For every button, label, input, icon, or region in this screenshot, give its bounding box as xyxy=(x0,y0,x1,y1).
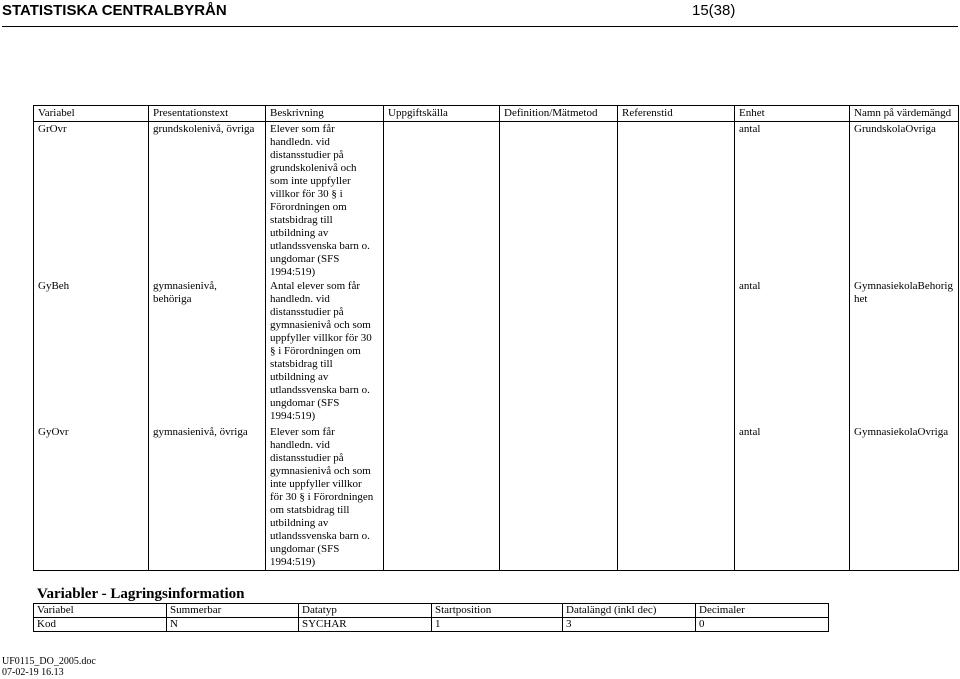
cell-variabel: GyOvr xyxy=(34,425,149,570)
storage-table xyxy=(33,603,829,632)
column-header: Definition/Mätmetod xyxy=(500,106,618,122)
table-row xyxy=(34,279,959,425)
column-header: Uppgiftskälla xyxy=(384,106,500,122)
storage-section-title: Variabler - Lagringsinformation xyxy=(37,586,245,602)
cell-variabel: GyBeh xyxy=(34,279,149,425)
cell-uppgiftskalla xyxy=(384,279,500,425)
cell-enhet: antal xyxy=(735,279,850,425)
cell-summerbar: N xyxy=(167,618,299,632)
cell-definition xyxy=(500,279,618,425)
cell-variabel: Kod xyxy=(34,618,167,632)
cell-definition xyxy=(500,425,618,570)
table-row xyxy=(34,425,959,570)
cell-variabel: GrOvr xyxy=(34,122,149,280)
variables-table xyxy=(33,105,959,571)
footer xyxy=(2,656,96,678)
cell-definition xyxy=(500,122,618,280)
cell-presentationstext: grundskolenivå, övriga xyxy=(149,122,266,280)
cell-presentationstext: gymnasienivå, övriga xyxy=(149,425,266,570)
column-header: Beskrivning xyxy=(266,106,384,122)
cell-datatyp: SYCHAR xyxy=(299,618,432,632)
cell-uppgiftskalla xyxy=(384,122,500,280)
cell-namn-pa-vardemangd: GymnasiekolaOvriga xyxy=(850,425,959,570)
column-header: Presentationstext xyxy=(149,106,266,122)
page-number: 15(38) xyxy=(692,2,736,19)
cell-namn-pa-vardemangd: GymnasiekolaBehorig het xyxy=(850,279,959,425)
table-header-row xyxy=(34,106,959,122)
column-header: Datalängd (inkl dec) xyxy=(563,604,696,618)
cell-beskrivning: Elever som får handledn. vid distansstudier på gymnasienivå och som inte uppfyller villkor för 30 § i Förordningen om statsbidrag till utbildning av utlandssvenska barn o. ungdomar (SFS 1994:519) xyxy=(266,425,384,570)
cell-decimaler: 0 xyxy=(696,618,829,632)
column-header: Decimaler xyxy=(696,604,829,618)
column-header: Namn på värdemängd xyxy=(850,106,959,122)
cell-beskrivning: Antal elever som får handledn. vid distansstudier på gymnasienivå och som uppfyller villkor för 30 § i Förordningen om statsbidrag till utbildning av utlandssvenska barn o. ungdomar (SFS 1994:519) xyxy=(266,279,384,425)
cell-referenstid xyxy=(618,122,735,280)
table-row xyxy=(34,618,829,632)
footer-filename: UF0115_DO_2005.doc xyxy=(2,656,96,667)
cell-presentationstext: gymnasienivå, behöriga xyxy=(149,279,266,425)
table-row xyxy=(34,122,959,280)
column-header: Summerbar xyxy=(167,604,299,618)
cell-referenstid xyxy=(618,279,735,425)
column-header: Variabel xyxy=(34,106,149,122)
header-rule xyxy=(2,26,958,27)
column-header: Enhet xyxy=(735,106,850,122)
cell-startposition: 1 xyxy=(432,618,563,632)
cell-enhet: antal xyxy=(735,425,850,570)
column-header: Variabel xyxy=(34,604,167,618)
column-header: Datatyp xyxy=(299,604,432,618)
storage-header-row xyxy=(34,604,829,618)
cell-datalangd: 3 xyxy=(563,618,696,632)
cell-namn-pa-vardemangd: GrundskolaOvriga xyxy=(850,122,959,280)
organization-name: STATISTISKA CENTRALBYRÅN xyxy=(2,2,227,19)
column-header: Startposition xyxy=(432,604,563,618)
cell-beskrivning: Elever som får handledn. vid distansstudier på grundskolenivå och som inte uppfyller villkor för 30 § i Förordningen om statsbidrag till utbildning av utlandssvenska barn o. ungdomar (SFS 1994:519) xyxy=(266,122,384,280)
cell-referenstid xyxy=(618,425,735,570)
footer-date: 07-02-19 16.13 xyxy=(2,667,64,678)
cell-enhet: antal xyxy=(735,122,850,280)
cell-uppgiftskalla xyxy=(384,425,500,570)
column-header: Referenstid xyxy=(618,106,735,122)
